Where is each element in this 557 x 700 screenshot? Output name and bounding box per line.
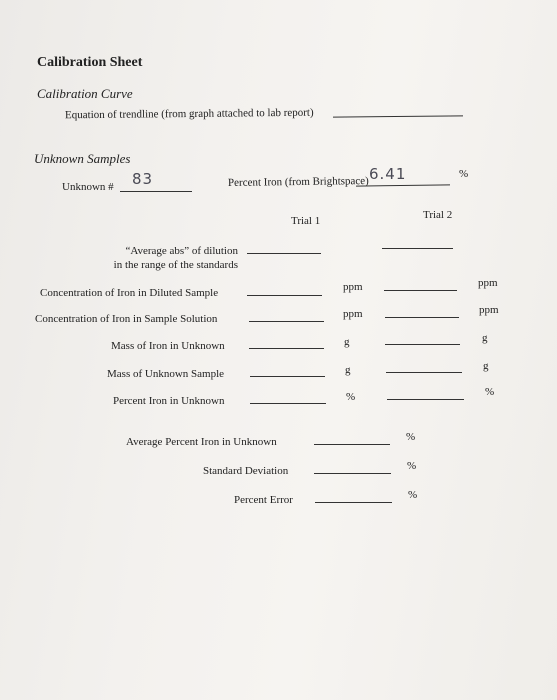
sheet-title: Calibration Sheet: [37, 55, 143, 70]
std-dev-label: Standard Deviation: [203, 465, 289, 477]
unknown-number-blank: [120, 191, 192, 192]
percent-iron-trial2-unit: %: [485, 386, 495, 398]
conc-diluted-trial2-blank[interactable]: [384, 290, 457, 291]
std-dev-blank[interactable]: [314, 473, 391, 474]
unknown-number-value[interactable]: 83: [132, 170, 154, 188]
conc-diluted-label: Concentration of Iron in Diluted Sample: [40, 287, 219, 299]
percent-iron-trial2-blank[interactable]: [387, 399, 464, 400]
trial2-header: Trial 2: [423, 209, 453, 221]
avg-percent-label: Average Percent Iron in Unknown: [126, 436, 277, 448]
mass-sample-trial2-unit: g: [483, 360, 489, 372]
conc-solution-trial1-blank[interactable]: [249, 321, 324, 322]
equation-label: Equation of trendline (from graph attached to lab report): [64, 106, 314, 122]
percent-error-blank[interactable]: [315, 502, 392, 503]
mass-iron-trial1-blank[interactable]: [249, 348, 324, 349]
percent-iron-trial1-unit: %: [346, 391, 356, 403]
mass-iron-trial1-unit: g: [344, 336, 350, 348]
mass-iron-trial2-unit: g: [482, 332, 488, 344]
percent-iron-trial1-blank[interactable]: [250, 403, 326, 404]
mass-iron-label: Mass of Iron in Unknown: [111, 340, 225, 352]
mass-sample-trial1-blank[interactable]: [250, 376, 325, 377]
trial1-header: Trial 1: [291, 215, 321, 227]
avg-percent-unit: %: [406, 431, 416, 443]
percent-iron-unknown-label: Percent Iron in Unknown: [113, 395, 225, 407]
unknown-number-label: Unknown #: [62, 181, 114, 193]
calibration-heading: Calibration Curve: [37, 86, 133, 101]
unknown-heading: Unknown Samples: [34, 151, 131, 166]
std-dev-unit: %: [407, 460, 417, 472]
conc-diluted-trial1-blank[interactable]: [247, 295, 322, 296]
equation-blank[interactable]: [333, 115, 463, 117]
conc-solution-trial2-unit: ppm: [479, 304, 499, 316]
mass-sample-trial1-unit: g: [345, 364, 351, 376]
conc-solution-trial1-unit: ppm: [343, 308, 363, 320]
conc-solution-trial2-blank[interactable]: [385, 317, 459, 318]
avg-abs-label-2: in the range of the standards: [113, 259, 238, 271]
percent-iron-value[interactable]: 6.41: [369, 165, 407, 183]
percent-error-label: Percent Error: [234, 494, 293, 506]
conc-solution-label: Concentration of Iron in Sample Solution: [35, 313, 218, 325]
mass-iron-trial2-blank[interactable]: [385, 344, 460, 345]
avg-abs-label-1: “Average abs” of dilution: [125, 245, 238, 257]
mass-sample-label: Mass of Unknown Sample: [107, 368, 225, 380]
percent-iron-label: Percent Iron (from Brightspace): [227, 175, 369, 189]
conc-diluted-trial1-unit: ppm: [343, 281, 363, 293]
percent-iron-blank: [356, 184, 450, 186]
percent-error-unit: %: [408, 489, 418, 501]
percent-iron-unit: %: [459, 168, 469, 180]
avg-abs-trial1-blank[interactable]: [247, 253, 321, 254]
avg-percent-blank[interactable]: [314, 444, 390, 445]
avg-abs-trial2-blank[interactable]: [382, 248, 453, 249]
conc-diluted-trial2-unit: ppm: [478, 277, 498, 289]
mass-sample-trial2-blank[interactable]: [386, 372, 462, 373]
